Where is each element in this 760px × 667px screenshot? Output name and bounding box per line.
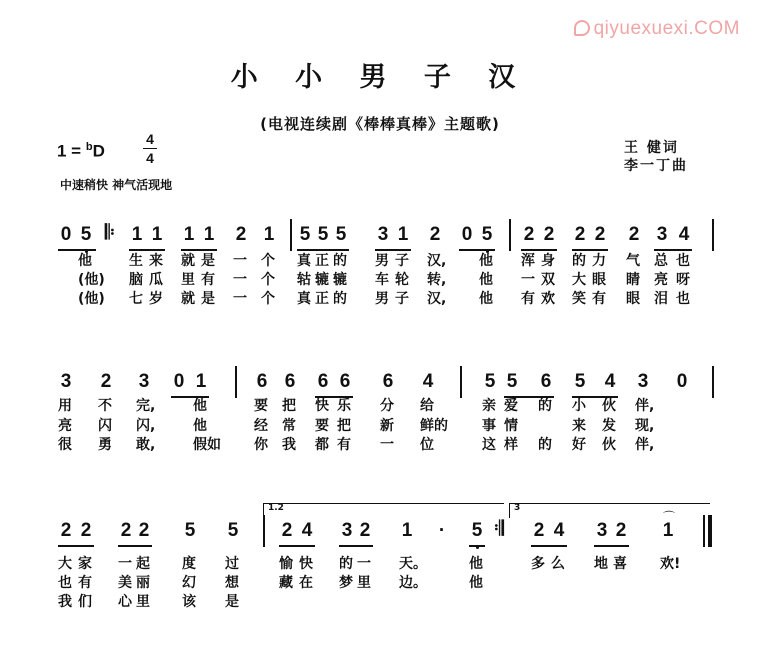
note: 6 <box>540 371 552 392</box>
lyric-syllable: (他) <box>78 272 105 288</box>
lyric-syllable: 大 <box>58 556 72 572</box>
lyric-syllable: 个 <box>261 253 275 269</box>
note: 5 <box>471 520 483 541</box>
lyric-syllable: 幻 <box>182 575 196 591</box>
lyric-syllable: 辘 <box>315 272 329 288</box>
lyric-syllable: 双 <box>541 272 555 288</box>
lyric-syllable: 就 <box>181 253 195 269</box>
note: 2 <box>615 520 627 541</box>
note: 0 <box>60 224 72 245</box>
lyric-syllable: 快 <box>315 398 329 414</box>
eighth-underline <box>297 249 349 251</box>
lyric-syllable: 发 <box>602 418 616 434</box>
lyric-syllable: 欢! <box>660 556 681 572</box>
lyric-syllable: 把 <box>282 398 296 414</box>
note: 4 <box>553 520 565 541</box>
lyric-syllable: 岁 <box>149 291 163 307</box>
lyric-syllable: 有 <box>337 437 351 453</box>
lyric-syllable: 想 <box>225 575 239 591</box>
note: 2 <box>594 224 606 245</box>
note: 3 <box>596 520 608 541</box>
note: 2 <box>523 224 535 245</box>
note: 2 <box>60 520 72 541</box>
lyric-syllable: 快 <box>299 556 313 572</box>
note: 5 <box>80 224 92 245</box>
note: 4 <box>301 520 313 541</box>
note: 5 <box>506 371 518 392</box>
eighth-underline <box>521 249 557 251</box>
composer-credit: 李一丁曲 <box>624 158 688 174</box>
repeat-end-sign: 𝄇 <box>494 518 504 540</box>
note: 1 <box>195 371 207 392</box>
lyric-syllable: 浑 <box>521 253 535 269</box>
note: 2 <box>120 520 132 541</box>
lyric-syllable: 脑 <box>129 272 143 288</box>
lyric-syllable: 总 <box>654 253 668 269</box>
lyric-syllable: 乐 <box>337 398 351 414</box>
note: 5 <box>299 224 311 245</box>
note: 3 <box>377 224 389 245</box>
bar-line <box>263 515 265 547</box>
lyric-syllable: 边。 <box>399 575 427 591</box>
lyric-syllable: 藏 <box>279 575 293 591</box>
meter-line <box>143 148 157 149</box>
meter-top: 4 <box>146 131 154 147</box>
lyric-syllable: 里 <box>181 272 195 288</box>
lyric-line-2-verse-1 <box>0 398 760 418</box>
lyric-syllable: 真 <box>297 253 311 269</box>
lyric-syllable: 伴, <box>635 437 655 453</box>
eighth-underline <box>469 545 485 547</box>
note: 2 <box>100 371 112 392</box>
lyric-syllable: 愉 <box>279 556 293 572</box>
lyric-syllable: 生 <box>129 253 143 269</box>
lyric-syllable: 分 <box>380 398 394 414</box>
lyric-syllable: 丽 <box>136 575 150 591</box>
lyric-syllable: 是 <box>201 253 215 269</box>
note: 1 <box>397 224 409 245</box>
eighth-underline <box>375 249 411 251</box>
lyric-syllable: 里 <box>357 575 371 591</box>
note: 2 <box>574 224 586 245</box>
note: 3 <box>138 371 150 392</box>
eighth-underline <box>531 545 567 547</box>
lyric-syllable: 呀 <box>676 272 690 288</box>
lyric-syllable: 睛 <box>626 272 640 288</box>
lyric-syllable: 一 <box>357 556 371 572</box>
time-signature <box>143 131 157 166</box>
lyric-syllable: 车 <box>375 272 389 288</box>
lyric-syllable: 这 <box>482 437 496 453</box>
lyric-syllable: 他 <box>469 556 483 572</box>
lyric-syllable: 真 <box>297 291 311 307</box>
note: 2 <box>359 520 371 541</box>
lyric-syllable: 要 <box>315 418 329 434</box>
note: 5 <box>227 520 239 541</box>
lyric-syllable: 的 <box>538 398 552 414</box>
note: 1 <box>662 520 674 541</box>
lyric-syllable: 亮 <box>58 418 72 434</box>
lyric-syllable: 勇 <box>98 437 112 453</box>
note: 2 <box>80 520 92 541</box>
lyric-syllable: 我 <box>58 594 72 610</box>
lyric-syllable: 现, <box>635 418 655 434</box>
lyric-syllable: 他 <box>193 418 207 434</box>
lyric-syllable: 起 <box>136 556 150 572</box>
lyric-syllable: 喜 <box>613 556 627 572</box>
lyric-syllable: 的 <box>333 253 347 269</box>
lyric-syllable: 一 <box>380 437 394 453</box>
lyric-syllable: 位 <box>420 437 434 453</box>
note: 1 <box>263 224 275 245</box>
lyric-syllable: 要 <box>254 398 268 414</box>
lyric-syllable: 正 <box>315 253 329 269</box>
lyric-syllable: 闪 <box>98 418 112 434</box>
lyric-syllable: 么 <box>551 556 565 572</box>
lyric-syllable: 他 <box>479 291 493 307</box>
eighth-underline <box>594 545 629 547</box>
lyric-syllable: 爱 <box>504 398 518 414</box>
lyric-syllable: 的 <box>339 556 353 572</box>
eighth-underline <box>459 249 495 251</box>
augmentation-dot: · <box>438 520 446 541</box>
note: 5 <box>481 224 493 245</box>
lyric-syllable: 闪, <box>136 418 156 434</box>
lyric-syllable: 假如 <box>193 437 221 453</box>
lyric-syllable: 事 <box>482 418 496 434</box>
note: 0 <box>173 371 185 392</box>
watermark-q-icon <box>574 20 590 36</box>
lyric-syllable: 过 <box>225 556 239 572</box>
lyricist-credit: 王 健词 <box>624 140 679 156</box>
note: 2 <box>543 224 555 245</box>
lyric-syllable: 有 <box>78 575 92 591</box>
lyric-syllable: 敢, <box>136 437 156 453</box>
lyric-syllable: 气 <box>626 253 640 269</box>
lyric-syllable: 力 <box>592 253 606 269</box>
lyric-syllable: 们 <box>78 594 92 610</box>
lyric-syllable: 轱 <box>297 272 311 288</box>
lyric-syllable: 身 <box>541 253 555 269</box>
lyric-line-3-verse-1 <box>0 556 760 576</box>
lyric-syllable: 小 <box>572 398 586 414</box>
lyric-syllable: 有 <box>592 291 606 307</box>
lyric-syllable: 欢 <box>541 291 555 307</box>
lyric-syllable: 转, <box>427 272 447 288</box>
eighth-underline <box>181 249 217 251</box>
lyric-syllable: 的 <box>572 253 586 269</box>
lyric-syllable: 是 <box>201 291 215 307</box>
lyric-line-1-verse-3 <box>0 291 760 311</box>
music-row-3 <box>0 512 760 562</box>
eighth-underline <box>118 545 152 547</box>
lyric-syllable: 一 <box>233 291 247 307</box>
second-ending-bracket: 3 <box>509 503 710 518</box>
lyric-syllable: 个 <box>261 272 275 288</box>
lyric-syllable: 多 <box>531 556 545 572</box>
note: 5 <box>335 224 347 245</box>
lyric-syllable: 有 <box>201 272 215 288</box>
lyric-syllable: 个 <box>261 291 275 307</box>
bar-line <box>509 219 511 251</box>
lyric-syllable: 的 <box>538 437 552 453</box>
lyric-syllable: 伴, <box>635 398 655 414</box>
lyric-syllable: 你 <box>254 437 268 453</box>
note: 2 <box>429 224 441 245</box>
lyric-syllable: 新 <box>380 418 394 434</box>
lyric-syllable: 好 <box>572 437 586 453</box>
final-bar-thin <box>703 515 705 547</box>
lyric-syllable: 一 <box>233 253 247 269</box>
lyric-syllable: 眼 <box>626 291 640 307</box>
lyric-syllable: 度 <box>182 556 196 572</box>
bar-line <box>290 219 292 251</box>
final-bar-thick <box>708 515 712 547</box>
bar-line <box>235 366 237 398</box>
lyric-syllable: 亲 <box>482 398 496 414</box>
meter-bottom: 4 <box>146 150 154 166</box>
lyric-syllable: 给 <box>420 398 434 414</box>
note: 1 <box>131 224 143 245</box>
lyric-syllable: 伙 <box>602 437 616 453</box>
lyric-syllable: 情 <box>504 418 518 434</box>
lyric-syllable: 样 <box>504 437 518 453</box>
lyric-syllable: 用 <box>58 398 72 414</box>
note: 1 <box>151 224 163 245</box>
lyric-syllable: 心 <box>118 594 132 610</box>
lyric-syllable: 也 <box>676 291 690 307</box>
note: 4 <box>422 371 434 392</box>
lyric-syllable: 一 <box>118 556 132 572</box>
lyric-syllable: 梦 <box>339 575 353 591</box>
lyric-syllable: 子 <box>395 253 409 269</box>
note: 0 <box>676 371 688 392</box>
song-title: 小 小 男 子 汉 <box>230 62 530 93</box>
lyric-line-3-verse-2 <box>0 575 760 595</box>
note: 6 <box>284 371 296 392</box>
lyric-syllable: 完, <box>136 398 156 414</box>
lyric-syllable: 一 <box>521 272 535 288</box>
lyric-syllable: 汉, <box>427 253 447 269</box>
lyric-syllable: 该 <box>182 594 196 610</box>
lyric-syllable: 他 <box>479 253 493 269</box>
lyric-syllable: 也 <box>58 575 72 591</box>
lyric-syllable: 子 <box>395 291 409 307</box>
note: 2 <box>138 520 150 541</box>
note: 3 <box>637 371 649 392</box>
note: 2 <box>628 224 640 245</box>
note: 1 <box>183 224 195 245</box>
fermata-mark: ⌒ <box>663 510 676 524</box>
eighth-underline <box>339 545 373 547</box>
note: 5 <box>317 224 329 245</box>
lyric-syllable: 都 <box>315 437 329 453</box>
lyric-syllable: 轮 <box>395 272 409 288</box>
bar-line <box>712 366 714 398</box>
lyric-syllable: 地 <box>594 556 608 572</box>
lyric-syllable: 笑 <box>572 291 586 307</box>
lyric-syllable: 男 <box>375 291 389 307</box>
lyric-line-2-verse-2 <box>0 418 760 438</box>
lyric-line-1-verse-1 <box>0 253 760 273</box>
lyric-syllable: 七 <box>129 291 143 307</box>
bar-line <box>712 219 714 251</box>
lyric-syllable: 常 <box>282 418 296 434</box>
note: 3 <box>656 224 668 245</box>
note: 6 <box>339 371 351 392</box>
note: 5 <box>484 371 496 392</box>
lyric-syllable: 有 <box>521 291 535 307</box>
lyric-syllable: 汉, <box>427 291 447 307</box>
note: 5 <box>574 371 586 392</box>
lyric-syllable: 来 <box>572 418 586 434</box>
lyric-syllable: 一 <box>233 272 247 288</box>
eighth-underline <box>58 545 94 547</box>
lyric-syllable: (他) <box>78 291 105 307</box>
lyric-syllable: 也 <box>676 253 690 269</box>
watermark: qiyuexuexi.COM <box>574 18 740 40</box>
lyric-syllable: 美 <box>118 575 132 591</box>
lyric-syllable: 大 <box>572 272 586 288</box>
lyric-line-3-verse-3 <box>0 594 760 614</box>
lyric-syllable: 我 <box>282 437 296 453</box>
note: 4 <box>604 371 616 392</box>
note: 5 <box>184 520 196 541</box>
lyric-syllable: 的 <box>333 291 347 307</box>
note: 1 <box>203 224 215 245</box>
lyric-syllable: 不 <box>98 398 112 414</box>
lyric-syllable: 把 <box>337 418 351 434</box>
note: 0 <box>461 224 473 245</box>
lyric-syllable: 正 <box>315 291 329 307</box>
lyric-syllable: 他 <box>469 575 483 591</box>
lyric-syllable: 瓜 <box>149 272 163 288</box>
lyric-syllable: 他 <box>78 253 92 269</box>
note: 2 <box>235 224 247 245</box>
lyric-syllable: 鲜的 <box>420 418 448 434</box>
song-subtitle: (电视连续剧《棒棒真棒》主题歌) <box>260 115 500 133</box>
note: 3 <box>341 520 353 541</box>
lyric-syllable: 来 <box>149 253 163 269</box>
lyric-syllable: 亮 <box>654 272 668 288</box>
repeat-start-sign: 𝄆 <box>105 222 115 244</box>
lyric-syllable: 家 <box>78 556 92 572</box>
bar-line <box>460 366 462 398</box>
eighth-underline <box>572 249 608 251</box>
lyric-syllable: 泪 <box>654 291 668 307</box>
lyric-syllable: 就 <box>181 291 195 307</box>
eighth-underline <box>58 249 96 251</box>
note: 6 <box>317 371 329 392</box>
first-ending-bracket: 1.2 <box>263 503 504 518</box>
lyric-syllable: 他 <box>479 272 493 288</box>
key-signature: 1 = $^b$D <box>57 141 105 161</box>
note: 1 <box>401 520 413 541</box>
note: 3 <box>60 371 72 392</box>
lyric-line-2-verse-3 <box>0 437 760 457</box>
lyric-line-1-verse-2 <box>0 272 760 292</box>
lyric-syllable: 伙 <box>602 398 616 414</box>
lyric-syllable: 辘 <box>333 272 347 288</box>
lyric-syllable: 他 <box>193 398 207 414</box>
lyric-syllable: 眼 <box>592 272 606 288</box>
note: 6 <box>256 371 268 392</box>
note: 2 <box>533 520 545 541</box>
eighth-underline <box>654 249 692 251</box>
eighth-underline <box>129 249 165 251</box>
lyric-syllable: 男 <box>375 253 389 269</box>
tempo-marking: 中速稍快 神气活现地 <box>60 178 173 192</box>
lyric-syllable: 经 <box>254 418 268 434</box>
lyric-syllable: 很 <box>58 437 72 453</box>
note: 6 <box>382 371 394 392</box>
lyric-syllable: 在 <box>299 575 313 591</box>
lyric-syllable: 天。 <box>399 556 427 572</box>
lyric-syllable: 是 <box>225 594 239 610</box>
lyric-syllable: 里 <box>136 594 150 610</box>
note: 4 <box>678 224 690 245</box>
eighth-underline <box>279 545 315 547</box>
note: 2 <box>281 520 293 541</box>
